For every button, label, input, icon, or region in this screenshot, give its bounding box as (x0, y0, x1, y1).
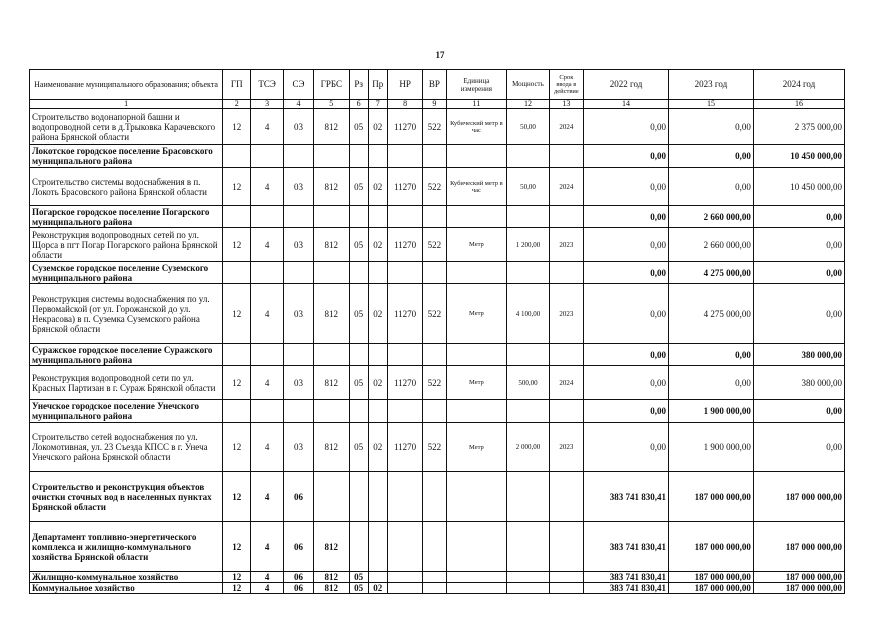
gp-code: 12 (223, 168, 251, 206)
vr-code (423, 262, 446, 284)
pr-code (368, 344, 387, 366)
amount-2022: 0,00 (584, 262, 669, 284)
amount-2024: 187 000 000,00 (753, 572, 844, 583)
column-number: 13 (549, 100, 583, 109)
budget-table (29, 69, 845, 594)
group-row (30, 572, 845, 583)
object-name: Суземское городское поселение Суземского муниципального района (30, 262, 223, 284)
capacity (507, 522, 549, 572)
column-number: 7 (368, 100, 387, 109)
capacity: 4 100,00 (507, 284, 549, 344)
gp-code: 12 (223, 572, 251, 583)
unit (446, 145, 507, 168)
object-name: Строительство сетей водоснабжения по ул. Локомотивная, ул. 23 Съезда КПСС в г. Унеча Унечского района Брянской области (30, 423, 223, 472)
amount-2022: 0,00 (584, 344, 669, 366)
unit (446, 206, 507, 228)
grbs-code: 812 (314, 366, 349, 400)
tse-code: 4 (251, 583, 283, 594)
object-name: Реконструкция водопроводной сети по ул. Красных Партизан в г. Сураж Брянской области (30, 366, 223, 400)
tse-code: 4 (251, 109, 283, 145)
tse-code (251, 400, 283, 423)
capacity (507, 583, 549, 594)
gp-code (223, 400, 251, 423)
header-cell: Единица измерения (446, 70, 507, 100)
amount-2024: 10 450 000,00 (753, 145, 844, 168)
object-name: Реконструкция системы водоснабжения по ул. Первомайской (от ул. Горожанской до ул. Некрасова) в п. Суземка Суземского района Брянской области (30, 284, 223, 344)
header-cell: ВР (423, 70, 446, 100)
nr-code (387, 206, 422, 228)
group-row (30, 262, 845, 284)
se-code: 06 (283, 583, 313, 594)
amount-2023: 2 660 000,00 (668, 228, 753, 262)
vr-code: 522 (423, 423, 446, 472)
nr-code: 11270 (387, 109, 422, 145)
header-cell: 2023 год (668, 70, 753, 100)
amount-2022: 0,00 (584, 168, 669, 206)
capacity: 50,00 (507, 168, 549, 206)
unit: Кубический метр в час (446, 168, 507, 206)
capacity: 50,00 (507, 109, 549, 145)
column-number: 16 (753, 100, 844, 109)
nr-code (387, 262, 422, 284)
vr-code: 522 (423, 168, 446, 206)
se-code (283, 344, 313, 366)
column-number: 14 (584, 100, 669, 109)
gp-code: 12 (223, 423, 251, 472)
amount-2024: 380 000,00 (753, 366, 844, 400)
rz-code: 05 (349, 109, 368, 145)
header-cell: ГП (223, 70, 251, 100)
se-code: 06 (283, 522, 313, 572)
amount-2023: 0,00 (668, 168, 753, 206)
amount-2023: 1 900 000,00 (668, 423, 753, 472)
capacity: 500,00 (507, 366, 549, 400)
rz-code: 05 (349, 284, 368, 344)
unit: Метр (446, 284, 507, 344)
nr-code: 11270 (387, 284, 422, 344)
page-number: 17 (435, 50, 445, 60)
grbs-code (314, 344, 349, 366)
commission-year: 2024 (549, 168, 583, 206)
object-name: Строительство водонапорной башни и водопроводной сети в д.Трыковка Карачевского района Брянской области (30, 109, 223, 145)
amount-2023: 187 000 000,00 (668, 522, 753, 572)
object-name: Локотское городское поселение Брасовского муниципального района (30, 145, 223, 168)
amount-2023: 187 000 000,00 (668, 583, 753, 594)
vr-code (423, 472, 446, 522)
amount-2023: 187 000 000,00 (668, 572, 753, 583)
nr-code (387, 522, 422, 572)
table-row (30, 423, 845, 472)
amount-2024: 187 000 000,00 (753, 522, 844, 572)
nr-code (387, 344, 422, 366)
table-row (30, 366, 845, 400)
column-number: 5 (314, 100, 349, 109)
object-name: Суражское городское поселение Суражского муниципального района (30, 344, 223, 366)
grbs-code: 812 (314, 423, 349, 472)
rz-code (349, 145, 368, 168)
unit (446, 572, 507, 583)
object-name: Жилищно-коммунальное хозяйство (30, 572, 223, 583)
commission-year: 2023 (549, 228, 583, 262)
amount-2023: 4 275 000,00 (668, 284, 753, 344)
gp-code: 12 (223, 583, 251, 594)
amount-2022: 0,00 (584, 366, 669, 400)
tse-code (251, 344, 283, 366)
gp-code (223, 344, 251, 366)
unit: Метр (446, 423, 507, 472)
amount-2024: 10 450 000,00 (753, 168, 844, 206)
commission-year (549, 206, 583, 228)
nr-code (387, 583, 422, 594)
pr-code (368, 522, 387, 572)
se-code: 03 (283, 168, 313, 206)
gp-code (223, 206, 251, 228)
vr-code: 522 (423, 228, 446, 262)
gp-code (223, 262, 251, 284)
amount-2024: 0,00 (753, 423, 844, 472)
rz-code: 05 (349, 366, 368, 400)
column-number: 8 (387, 100, 422, 109)
table-row (30, 284, 845, 344)
commission-year (549, 522, 583, 572)
capacity: 2 000,00 (507, 423, 549, 472)
tse-code (251, 206, 283, 228)
tse-code: 4 (251, 572, 283, 583)
amount-2022: 0,00 (584, 206, 669, 228)
header-cell: Мощность (507, 70, 549, 100)
unit: Метр (446, 366, 507, 400)
se-code (283, 206, 313, 228)
pr-code (368, 206, 387, 228)
nr-code (387, 400, 422, 423)
pr-code: 02 (368, 284, 387, 344)
pr-code: 02 (368, 109, 387, 145)
rz-code: 05 (349, 583, 368, 594)
nr-code: 11270 (387, 168, 422, 206)
table-row (30, 109, 845, 145)
se-code: 03 (283, 109, 313, 145)
amount-2023: 0,00 (668, 366, 753, 400)
unit (446, 583, 507, 594)
header-cell: 2022 год (584, 70, 669, 100)
se-code: 03 (283, 284, 313, 344)
commission-year (549, 145, 583, 168)
rz-code: 05 (349, 168, 368, 206)
column-number: 15 (668, 100, 753, 109)
vr-code (423, 344, 446, 366)
se-code (283, 400, 313, 423)
tse-code: 4 (251, 472, 283, 522)
gp-code (223, 145, 251, 168)
column-number: 12 (507, 100, 549, 109)
header-row (30, 70, 845, 100)
amount-2024: 0,00 (753, 206, 844, 228)
column-number: 1 (30, 100, 223, 109)
capacity (507, 472, 549, 522)
commission-year: 2023 (549, 284, 583, 344)
table-body (30, 109, 845, 594)
nr-code (387, 572, 422, 583)
amount-2024: 0,00 (753, 228, 844, 262)
object-name: Строительство и реконструкция объектов очистки сточных вод в населенных пунктах Брянской области (30, 472, 223, 522)
column-number: 2 (223, 100, 251, 109)
pr-code: 02 (368, 168, 387, 206)
commission-year: 2024 (549, 109, 583, 145)
rz-code: 05 (349, 423, 368, 472)
se-code (283, 145, 313, 168)
amount-2022: 0,00 (584, 400, 669, 423)
vr-code: 522 (423, 284, 446, 344)
capacity (507, 262, 549, 284)
amount-2022: 0,00 (584, 145, 669, 168)
vr-code (423, 206, 446, 228)
amount-2024: 187 000 000,00 (753, 472, 844, 522)
object-name: Унечское городское поселение Унечского муниципального района (30, 400, 223, 423)
rz-code: 05 (349, 228, 368, 262)
se-code: 03 (283, 366, 313, 400)
object-name: Коммунальное хозяйство (30, 583, 223, 594)
amount-2023: 0,00 (668, 145, 753, 168)
header-cell: СЭ (283, 70, 313, 100)
commission-year (549, 583, 583, 594)
nr-code: 11270 (387, 228, 422, 262)
capacity (507, 145, 549, 168)
amount-2024: 0,00 (753, 400, 844, 423)
unit: Метр (446, 228, 507, 262)
pr-code: 02 (368, 366, 387, 400)
tse-code (251, 262, 283, 284)
table-row (30, 228, 845, 262)
group-row (30, 145, 845, 168)
vr-code (423, 400, 446, 423)
group-row (30, 344, 845, 366)
group-row (30, 472, 845, 522)
header-cell: Пр (368, 70, 387, 100)
commission-year (549, 472, 583, 522)
vr-code (423, 522, 446, 572)
pr-code (368, 400, 387, 423)
amount-2024: 0,00 (753, 284, 844, 344)
header-cell: Наименование муниципального образования; объекта (30, 70, 223, 100)
amount-2023: 0,00 (668, 109, 753, 145)
header-cell: ТСЭ (251, 70, 283, 100)
vr-code (423, 572, 446, 583)
amount-2024: 2 375 000,00 (753, 109, 844, 145)
grbs-code (314, 206, 349, 228)
amount-2023: 2 660 000,00 (668, 206, 753, 228)
grbs-code: 812 (314, 109, 349, 145)
amount-2023: 4 275 000,00 (668, 262, 753, 284)
se-code: 03 (283, 423, 313, 472)
commission-year (549, 572, 583, 583)
pr-code: 02 (368, 228, 387, 262)
rz-code (349, 206, 368, 228)
column-number: 4 (283, 100, 313, 109)
rz-code (349, 472, 368, 522)
nr-code: 11270 (387, 366, 422, 400)
tse-code: 4 (251, 168, 283, 206)
group-row (30, 522, 845, 572)
gp-code: 12 (223, 109, 251, 145)
header-cell: Срок ввода в действие (549, 70, 583, 100)
column-number-row (30, 100, 845, 109)
rz-code (349, 400, 368, 423)
grbs-code: 812 (314, 583, 349, 594)
unit (446, 344, 507, 366)
vr-code: 522 (423, 366, 446, 400)
pr-code (368, 472, 387, 522)
group-row (30, 206, 845, 228)
gp-code: 12 (223, 284, 251, 344)
gp-code: 12 (223, 472, 251, 522)
group-row (30, 583, 845, 594)
commission-year (549, 344, 583, 366)
grbs-code: 812 (314, 522, 349, 572)
amount-2022: 383 741 830,41 (584, 572, 669, 583)
tse-code: 4 (251, 366, 283, 400)
grbs-code (314, 472, 349, 522)
commission-year: 2024 (549, 366, 583, 400)
nr-code (387, 145, 422, 168)
column-number: 9 (423, 100, 446, 109)
header-cell: 2024 год (753, 70, 844, 100)
vr-code: 522 (423, 109, 446, 145)
capacity (507, 206, 549, 228)
tse-code: 4 (251, 228, 283, 262)
grbs-code: 812 (314, 228, 349, 262)
unit (446, 522, 507, 572)
object-name: Погарское городское поселение Погарского муниципального района (30, 206, 223, 228)
tse-code: 4 (251, 423, 283, 472)
gp-code: 12 (223, 522, 251, 572)
pr-code: 02 (368, 423, 387, 472)
header-cell: Рз (349, 70, 368, 100)
rz-code: 05 (349, 572, 368, 583)
gp-code: 12 (223, 366, 251, 400)
amount-2024: 380 000,00 (753, 344, 844, 366)
nr-code: 11270 (387, 423, 422, 472)
header-cell: НР (387, 70, 422, 100)
object-name: Строительство системы водоснабжения в п. Локоть Брасовского района Брянской области (30, 168, 223, 206)
amount-2024: 187 000 000,00 (753, 583, 844, 594)
pr-code (368, 145, 387, 168)
amount-2023: 0,00 (668, 344, 753, 366)
column-number: 11 (446, 100, 507, 109)
amount-2022: 0,00 (584, 228, 669, 262)
column-number: 3 (251, 100, 283, 109)
grbs-code: 812 (314, 284, 349, 344)
grbs-code (314, 145, 349, 168)
grbs-code (314, 400, 349, 423)
unit: Кубический метр в час (446, 109, 507, 145)
capacity: 1 200,00 (507, 228, 549, 262)
nr-code (387, 472, 422, 522)
amount-2023: 187 000 000,00 (668, 472, 753, 522)
se-code: 03 (283, 228, 313, 262)
gp-code: 12 (223, 228, 251, 262)
tse-code: 4 (251, 522, 283, 572)
unit (446, 400, 507, 423)
tse-code (251, 145, 283, 168)
pr-code: 02 (368, 583, 387, 594)
commission-year: 2023 (549, 423, 583, 472)
amount-2022: 383 741 830,41 (584, 522, 669, 572)
unit (446, 262, 507, 284)
unit (446, 472, 507, 522)
tse-code: 4 (251, 284, 283, 344)
grbs-code: 812 (314, 572, 349, 583)
rz-code (349, 262, 368, 284)
grbs-code (314, 262, 349, 284)
amount-2022: 383 741 830,41 (584, 472, 669, 522)
se-code (283, 262, 313, 284)
object-name: Департамент топливно-энергетического комплекса и жилищно-коммунального хозяйства Брянской области (30, 522, 223, 572)
header-cell: ГРБС (314, 70, 349, 100)
capacity (507, 400, 549, 423)
rz-code (349, 344, 368, 366)
group-row (30, 400, 845, 423)
amount-2024: 0,00 (753, 262, 844, 284)
rz-code (349, 522, 368, 572)
pr-code (368, 262, 387, 284)
se-code: 06 (283, 472, 313, 522)
capacity (507, 572, 549, 583)
vr-code (423, 583, 446, 594)
object-name: Реконструкция водопроводных сетей по ул. Щорса в пгт Погар Погарского района Брянской области (30, 228, 223, 262)
vr-code (423, 145, 446, 168)
amount-2022: 0,00 (584, 109, 669, 145)
amount-2022: 383 741 830,41 (584, 583, 669, 594)
commission-year (549, 400, 583, 423)
table-row (30, 168, 845, 206)
amount-2022: 0,00 (584, 284, 669, 344)
amount-2022: 0,00 (584, 423, 669, 472)
amount-2023: 1 900 000,00 (668, 400, 753, 423)
capacity (507, 344, 549, 366)
se-code: 06 (283, 572, 313, 583)
column-number: 6 (349, 100, 368, 109)
commission-year (549, 262, 583, 284)
pr-code (368, 572, 387, 583)
grbs-code: 812 (314, 168, 349, 206)
